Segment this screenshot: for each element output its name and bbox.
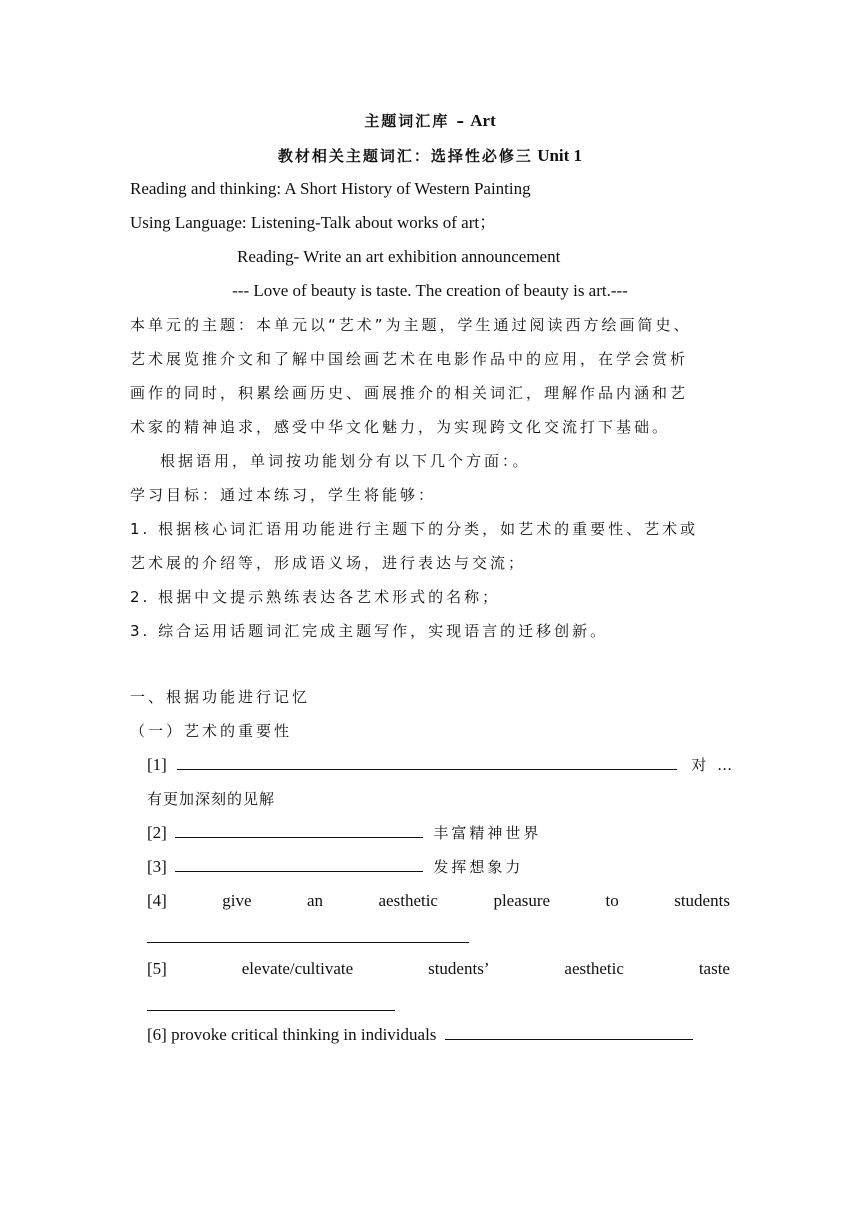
item-4-word: give: [222, 891, 252, 910]
item-1-continuation: 有更加深刻的见解: [147, 790, 276, 808]
item-5: [147, 958, 730, 980]
item-3: [147, 856, 523, 878]
theme-line-3: 画作的同时，积累绘画历史、画展推介的相关词汇，理解作品内涵和艺: [130, 384, 689, 402]
item-1-blank[interactable]: [177, 755, 677, 770]
item-6: [147, 1024, 693, 1046]
item-1-tail: 对 …: [691, 756, 736, 774]
item-5-word: [5]: [147, 959, 167, 978]
item-4-word: aesthetic: [378, 891, 438, 910]
item-6-blank[interactable]: [445, 1025, 693, 1040]
using-language-line: Using Language: Listening-Talk about works of art；: [130, 213, 497, 232]
item-4-word: [4]: [147, 891, 167, 910]
item-4-word: to: [605, 891, 619, 910]
item-4-word: students: [674, 891, 730, 910]
item-5-word: taste: [698, 959, 730, 978]
item-5-word: aesthetic: [564, 959, 624, 978]
page-title: [0, 110, 860, 132]
theme-line-5: 根据语用，单词按功能划分有以下几个方面：。: [160, 452, 531, 470]
item-6-text: [6] provoke critical thinking in individuals: [147, 1025, 437, 1044]
goal-1b: 艺术展的介绍等，形成语义场，进行表达与交流；: [130, 554, 527, 572]
goal-3: 3. 综合运用话题词汇完成主题写作，实现语言的迁移创新。: [130, 622, 609, 640]
goal-1a: 1. 根据核心词汇语用功能进行主题下的分类，如艺术的重要性、艺术或: [130, 520, 699, 538]
item-4: [147, 890, 730, 912]
item-5-blank[interactable]: [147, 996, 395, 1011]
subtitle-en: Unit 1: [537, 146, 583, 165]
title-cn: 主题词汇库 –: [364, 112, 466, 130]
item-2-hint: 丰富精神世界: [433, 824, 542, 842]
item-4-word: pleasure: [493, 891, 551, 910]
quote-line: --- Love of beauty is taste. The creation of beauty is art.---: [232, 281, 628, 300]
reading-write-line: Reading- Write an art exhibition announcement: [237, 247, 561, 266]
theme-line-4: 术家的精神追求，感受中华文化魅力，为实现跨文化交流打下基础。: [130, 418, 671, 436]
item-2-number: [2]: [147, 823, 167, 842]
subsection-heading: （一）艺术的重要性: [130, 722, 293, 740]
subtitle-cn: 教材相关主题词汇：选择性必修三: [277, 147, 533, 165]
theme-line-1: 本单元的主题：本单元以“艺术”为主题，学生通过阅读西方绘画简史、: [130, 316, 692, 334]
goals-heading: 学习目标：通过本练习，学生将能够：: [130, 486, 437, 504]
item-2: [147, 822, 541, 844]
item-3-number: [3]: [147, 857, 167, 876]
item-5-word: students’: [428, 959, 490, 978]
item-3-hint: 发挥想象力: [433, 858, 524, 876]
theme-line-2: 艺术展览推介文和了解中国绘画艺术在电影作品中的应用，在学会赏析: [130, 350, 689, 368]
item-4-word: an: [307, 891, 324, 910]
item-3-blank[interactable]: [175, 857, 423, 872]
item-5-word: elevate/cultivate: [241, 959, 354, 978]
reading-line: Reading and thinking: A Short History of Western Painting: [130, 179, 531, 198]
item-2-blank[interactable]: [175, 823, 423, 838]
section-heading: 一、根据功能进行记忆: [130, 688, 311, 706]
item-4-blank[interactable]: [147, 928, 469, 943]
goal-2: 2. 根据中文提示熟练表达各艺术形式的名称；: [130, 588, 501, 606]
item-1: [147, 754, 735, 776]
page-subtitle: [0, 145, 860, 167]
item-1-number: [1]: [147, 755, 167, 774]
title-en: Art: [470, 111, 496, 130]
